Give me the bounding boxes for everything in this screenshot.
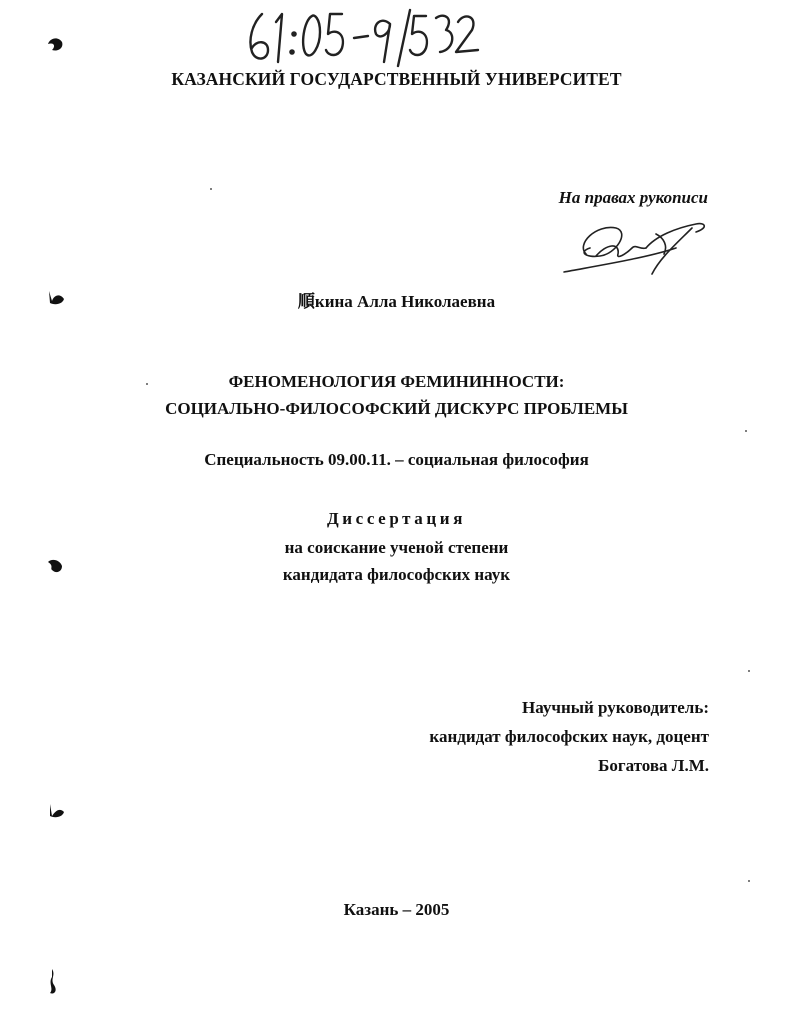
scan-speck xyxy=(745,430,747,432)
scan-speck xyxy=(210,188,212,190)
dissertation-type: Диссертация xyxy=(326,509,466,528)
supervisor-block xyxy=(429,693,709,780)
dissertation-title-line-2: СОЦИАЛЬНО-ФИЛОСОФСКИЙ ДИСКУРС ПРОБЛЕМЫ xyxy=(165,399,628,418)
author-name: 順кина Алла Николаевна xyxy=(297,292,496,311)
supervisor-heading: Научный руководитель: xyxy=(522,698,709,717)
handwritten-signature xyxy=(556,214,714,278)
university-name: КАЗАНСКИЙ ГОСУДАРСТВЕННЫЙ УНИВЕРСИТЕТ xyxy=(171,69,622,89)
degree-line-2: кандидата философских наук xyxy=(282,565,511,584)
handwritten-archive-code xyxy=(242,6,482,68)
binding-hole-mark-icon xyxy=(44,967,66,997)
binding-hole-mark-icon xyxy=(44,287,66,307)
binding-hole-mark-icon xyxy=(44,800,66,820)
dissertation-title-line-1: ФЕНОМЕНОЛОГИЯ ФЕМИНИННОСТИ: xyxy=(228,372,565,391)
scan-speck xyxy=(748,670,750,672)
scan-speck xyxy=(748,880,750,882)
specialty: Специальность 09.00.11. – социальная философия xyxy=(204,450,589,469)
degree-line-1: на соискание ученой степени xyxy=(284,538,509,557)
scan-speck xyxy=(146,383,148,385)
supervisor-title: кандидат философских наук, доцент xyxy=(429,727,709,746)
binding-hole-mark-icon xyxy=(44,556,66,576)
rights-note: На правах рукописи xyxy=(558,188,708,207)
supervisor-name: Богатова Л.М. xyxy=(598,756,709,775)
binding-hole-mark-icon xyxy=(44,34,66,54)
city-year: Казань – 2005 xyxy=(343,900,450,919)
